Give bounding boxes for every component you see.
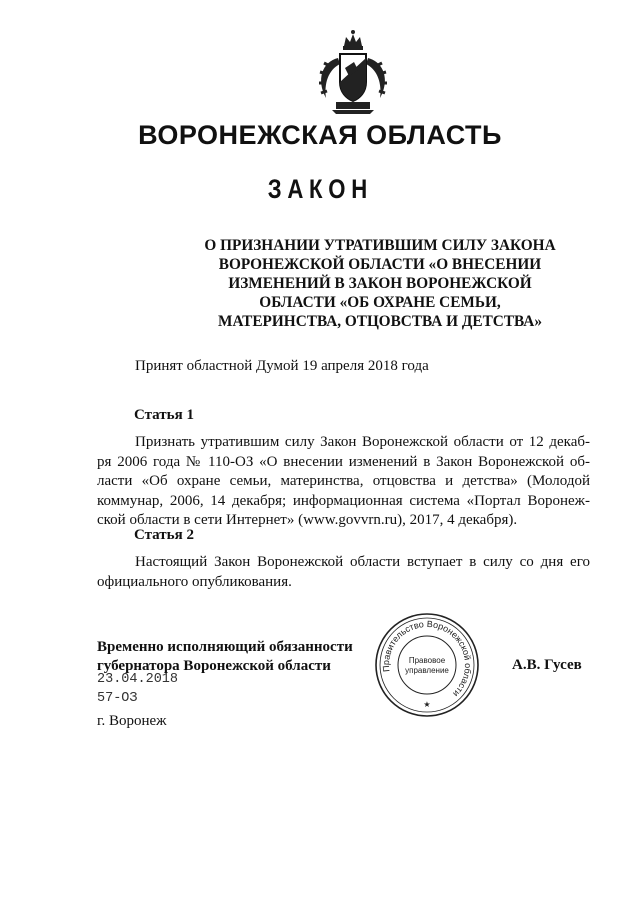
- article-1-line: Признать утратившим силу Закон Воронежской области от 12 декаб-: [135, 434, 590, 450]
- stamp-center-line: управление: [405, 666, 449, 675]
- signatory-title-line: Временно исполняющий обязанности: [97, 639, 353, 655]
- signing-city: г. Воронеж: [97, 713, 167, 729]
- article-1-text: [97, 433, 590, 531]
- article-2-text: [97, 553, 590, 592]
- article-2-line: Настоящий Закон Воронежской области вступает в силу со дня его: [135, 554, 590, 570]
- stamp-star-icon: ★: [423, 700, 431, 709]
- law-title: [130, 236, 630, 331]
- coat-of-arms-emblem: [308, 28, 398, 118]
- article-1-line: ласти «Об охране семьи, материнства, отцовства и детства» (Молодой: [97, 473, 590, 490]
- article-1-heading: Статья 1: [134, 407, 194, 423]
- signatory-title: [97, 638, 353, 676]
- law-title-line: ОБЛАСТИ «ОБ ОХРАНЕ СЕМЬИ,: [259, 294, 501, 311]
- region-heading: ВОРОНЕЖСКАЯ ОБЛАСТЬ: [138, 120, 502, 150]
- article-1-line: ской области в сети Интернет» (www.govvrn.ru), 2017, 4 декабря).: [97, 512, 518, 529]
- signatory-name: А.В. Гусев: [512, 657, 582, 673]
- official-stamp: [374, 612, 480, 718]
- law-number: 57-ОЗ: [97, 691, 138, 706]
- law-title-line: ИЗМЕНЕНИЙ В ЗАКОН ВОРОНЕЖСКОЙ: [228, 275, 532, 292]
- signatory-title-line: губернатора Воронежской области: [97, 658, 331, 674]
- article-1-line: коммунар, 2006, 14 декабря; информационная система «Портал Воронеж-: [97, 492, 590, 509]
- stamp-center-line: Правовое: [408, 656, 446, 665]
- article-1-line: ря 2006 года № 110-ОЗ «О внесении изменений в Закон Воронежской об-: [97, 453, 590, 470]
- signing-date: 23.04.2018: [97, 672, 179, 687]
- article-2-heading: Статья 2: [134, 527, 194, 543]
- law-title-line: ВОРОНЕЖСКОЙ ОБЛАСТИ «О ВНЕСЕНИИ: [218, 256, 542, 273]
- adoption-note: Принят областной Думой 19 апреля 2018 года: [135, 358, 429, 374]
- stamp-ring-text: Правительство Воронежской области: [380, 618, 474, 699]
- document-type-heading: ЗАКОН: [267, 174, 374, 204]
- law-title-line: О ПРИЗНАНИИ УТРАТИВШИМ СИЛУ ЗАКОНА: [204, 237, 556, 254]
- law-title-line: МАТЕРИНСТВА, ОТЦОВСТВА И ДЕТСТВА»: [218, 313, 542, 330]
- article-2-line: официального опубликования.: [97, 573, 292, 590]
